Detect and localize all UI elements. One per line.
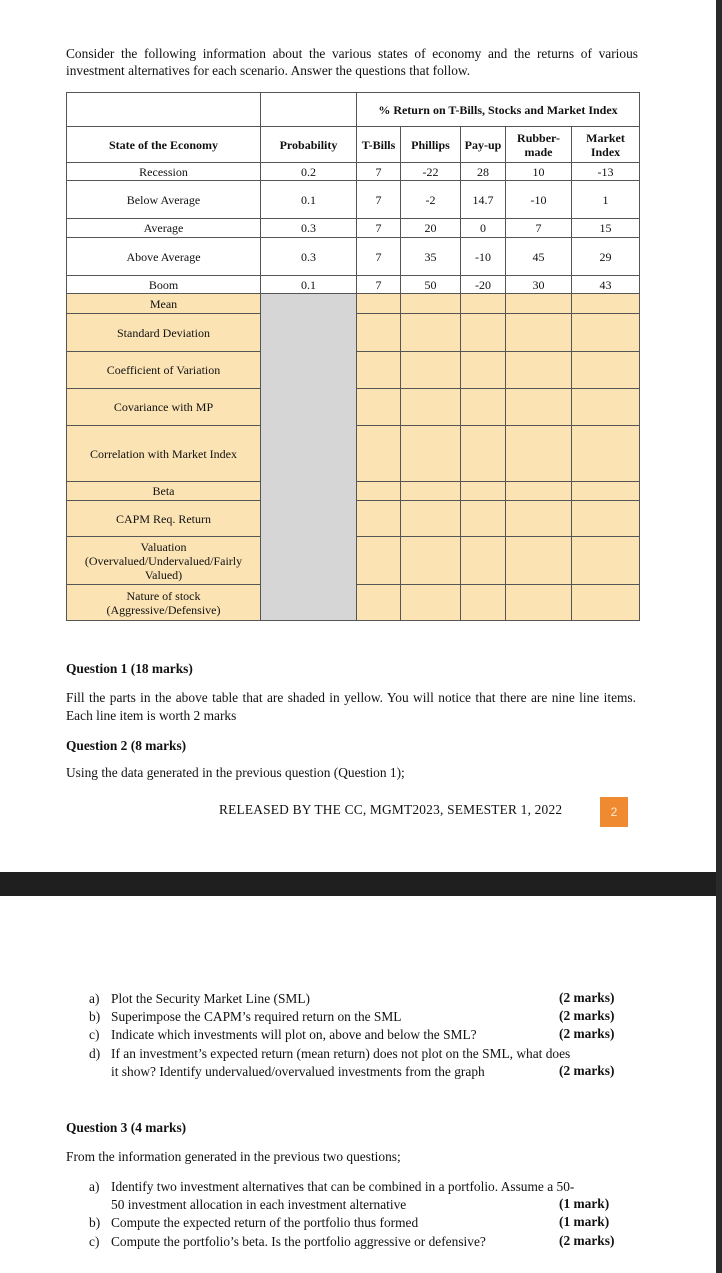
- question-3-title: Question 3 (4 marks): [66, 1120, 187, 1135]
- table-row: [67, 276, 640, 294]
- header-state-cell: [67, 93, 261, 127]
- state-cell: Average: [67, 219, 261, 238]
- line-item-label: Standard Deviation: [67, 314, 261, 352]
- q3-item-c-marks: (2 marks): [559, 1233, 615, 1248]
- question-1-body: Fill the parts in the above table that are shaded in yellow. You will notice that there are nine line items. Each line item is worth 2 marks: [66, 690, 636, 723]
- table-row: [67, 219, 640, 238]
- line-item-row: [67, 294, 640, 314]
- prob-cell: 0.2: [261, 163, 357, 181]
- col-header-phillips: Phillips: [401, 127, 461, 163]
- return-cell: 20: [401, 219, 461, 238]
- q2-item-d-line2: it show? Identify undervalued/overvalued investments from the graph: [111, 1064, 485, 1079]
- return-cell: 29: [572, 238, 640, 276]
- q2-item-b-marks: (2 marks): [559, 1008, 615, 1023]
- header-prob-cell: [261, 93, 357, 127]
- q3-item-a-marks: (1 mark): [559, 1196, 610, 1211]
- q2-item-a-marks: (2 marks): [559, 990, 615, 1005]
- q2-item-c-marks: (2 marks): [559, 1026, 615, 1041]
- return-cell: -10: [461, 238, 506, 276]
- return-cell: 28: [461, 163, 506, 181]
- question-2-body: Using the data generated in the previous question (Question 1);: [66, 765, 405, 780]
- return-cell: 7: [357, 219, 401, 238]
- return-cell: 7: [357, 181, 401, 219]
- line-item-label: Nature of stock (Aggressive/Defensive): [67, 585, 261, 621]
- prob-cell: 0.3: [261, 219, 357, 238]
- return-cell: 10: [506, 163, 572, 181]
- return-cell: 7: [357, 238, 401, 276]
- return-cell: 7: [357, 276, 401, 294]
- line-item-label: Correlation with Market Index: [67, 426, 261, 482]
- return-cell: 7: [506, 219, 572, 238]
- prob-cell: 0.1: [261, 181, 357, 219]
- return-cell: -20: [461, 276, 506, 294]
- return-cell: -10: [506, 181, 572, 219]
- line-item-label: Mean: [67, 294, 261, 314]
- state-cell: Boom: [67, 276, 261, 294]
- table-row: [67, 238, 640, 276]
- state-cell: Below Average: [67, 181, 261, 219]
- group-header: % Return on T-Bills, Stocks and Market Index: [357, 93, 640, 127]
- return-cell: 35: [401, 238, 461, 276]
- state-cell: Recession: [67, 163, 261, 181]
- col-header-rubbermade: Rubber-made: [506, 127, 572, 163]
- return-cell: 45: [506, 238, 572, 276]
- line-item-label: Valuation (Overvalued/Undervalued/Fairly Valued): [67, 537, 261, 585]
- page-number-badge: 2: [600, 797, 628, 827]
- right-edge-strip: [716, 0, 722, 1273]
- footer-text: RELEASED BY THE CC, MGMT2023, SEMESTER 1, 2022: [219, 802, 563, 817]
- q3-item-a-line2: 50 investment allocation in each investment alternative: [111, 1197, 407, 1212]
- col-header-probability: Probability: [261, 127, 357, 163]
- col-header-payup: Pay-up: [461, 127, 506, 163]
- line-item-label: Coefficient of Variation: [67, 352, 261, 389]
- question-1-title: Question 1 (18 marks): [66, 661, 193, 676]
- question-2-title: Question 2 (8 marks): [66, 738, 187, 753]
- col-header-market-index: Market Index: [572, 127, 640, 163]
- return-cell: 43: [572, 276, 640, 294]
- intro-paragraph: Consider the following information about the various states of economy and the returns of various investment alternatives for each scenario. Answer the questions that follow.: [66, 46, 638, 78]
- returns-table: [66, 92, 640, 621]
- return-cell: -13: [572, 163, 640, 181]
- state-cell: Above Average: [67, 238, 261, 276]
- return-cell: 14.7: [461, 181, 506, 219]
- table-row: [67, 163, 640, 181]
- table-row: [67, 181, 640, 219]
- probability-grey-block: [261, 294, 357, 621]
- prob-cell: 0.1: [261, 276, 357, 294]
- q2-item-d-marks: (2 marks): [559, 1063, 615, 1078]
- return-cell: 0: [461, 219, 506, 238]
- col-header-state: State of the Economy: [67, 127, 261, 163]
- return-cell: -22: [401, 163, 461, 181]
- question-3-body: From the information generated in the previous two questions;: [66, 1149, 401, 1164]
- return-cell: 50: [401, 276, 461, 294]
- line-item-label: Covariance with MP: [67, 389, 261, 426]
- return-cell: 1: [572, 181, 640, 219]
- prob-cell: 0.3: [261, 238, 357, 276]
- line-item-label: CAPM Req. Return: [67, 501, 261, 537]
- return-cell: 15: [572, 219, 640, 238]
- line-item-label: Beta: [67, 482, 261, 501]
- return-cell: -2: [401, 181, 461, 219]
- page-divider: [0, 872, 722, 896]
- q3-item-b-marks: (1 mark): [559, 1214, 610, 1229]
- col-header-tbills: T-Bills: [357, 127, 401, 163]
- return-cell: 7: [357, 163, 401, 181]
- return-cell: 30: [506, 276, 572, 294]
